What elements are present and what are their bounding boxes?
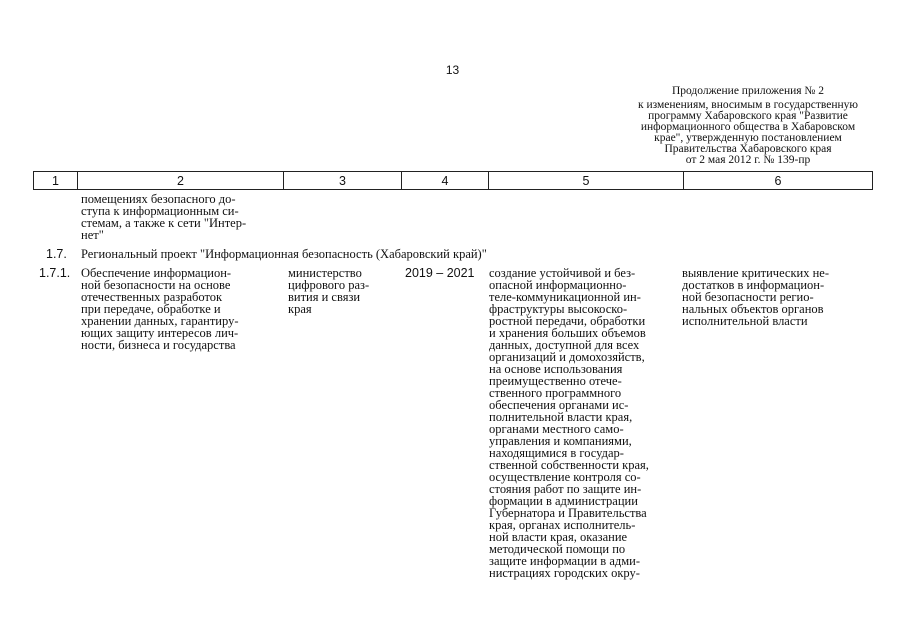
appendix-title: Продолжение приложения № 2 bbox=[671, 85, 825, 97]
appendix-line: к изменениям, вносимым в государственную bbox=[638, 99, 858, 111]
row-number: 1.7.1. bbox=[39, 266, 71, 280]
appendix-line: информационного общества в Хабаровском bbox=[640, 121, 856, 133]
result-line: обеспечения органами ис- bbox=[489, 398, 629, 412]
continuation-line: ступа к информационным си- bbox=[81, 204, 239, 218]
executor-line: вития и связи bbox=[288, 290, 361, 304]
result-line: преимущественно отече- bbox=[489, 374, 622, 388]
result-line: находящимися в государ- bbox=[489, 446, 624, 460]
result-line: данных, доступной для всех bbox=[489, 338, 640, 352]
column-header-3: 3 bbox=[284, 172, 402, 190]
column-header-5: 5 bbox=[489, 172, 684, 190]
result-line: защите информации в адми- bbox=[489, 554, 640, 568]
result-line: ростной передачи, обработки bbox=[489, 314, 646, 328]
executor-line: края bbox=[288, 302, 312, 316]
result-line: ной власти края, оказание bbox=[489, 530, 628, 544]
implementation-period: 2019 – 2021 bbox=[405, 266, 475, 280]
section-title: Региональный проект "Информационная безопасность (Хабаровский край)" bbox=[81, 247, 487, 261]
event-line: отечественных разработок bbox=[81, 290, 223, 304]
table-header-row bbox=[33, 171, 873, 190]
continuation-text bbox=[81, 193, 246, 241]
appendix-lines bbox=[612, 100, 884, 166]
result-line: фраструктуры высокоско- bbox=[489, 302, 628, 316]
result-line: нистрациях городских окру- bbox=[489, 566, 640, 580]
executor-line: министерство bbox=[288, 266, 362, 280]
consequence-line: ной безопасности регио- bbox=[682, 290, 814, 304]
result-line: на основе использования bbox=[489, 362, 623, 376]
consequence-line: достатков в информацион- bbox=[682, 278, 825, 292]
column-header-4: 4 bbox=[402, 172, 489, 190]
result-line: полнительной власти края, bbox=[489, 410, 633, 424]
appendix-header bbox=[612, 86, 884, 166]
result-line: Губернатора и Правительства bbox=[489, 506, 647, 520]
event-line: при передаче, обработке и bbox=[81, 302, 221, 316]
event-description bbox=[81, 267, 238, 351]
continuation-line: стемам, а также к сети "Интер- bbox=[81, 216, 247, 230]
consequence-line: нальных объектов органов bbox=[682, 302, 824, 316]
expected-result bbox=[489, 267, 649, 579]
result-line: органами местного само- bbox=[489, 422, 624, 436]
continuation-line: нет" bbox=[81, 228, 104, 242]
result-line: формации в администрации bbox=[489, 494, 638, 508]
event-line: хранении данных, гарантиру- bbox=[81, 314, 239, 328]
result-line: методической помощи по bbox=[489, 542, 626, 556]
section-number: 1.7. bbox=[46, 247, 67, 261]
result-line: стояния работ по защите ин- bbox=[489, 482, 642, 496]
consequences bbox=[682, 267, 829, 327]
continuation-line: помещениях безопасного до- bbox=[81, 192, 236, 206]
result-line: создание устойчивой и без- bbox=[489, 266, 636, 280]
consequence-line: исполнительной власти bbox=[682, 314, 808, 328]
appendix-line: программу Хабаровского края "Развитие bbox=[648, 110, 848, 122]
appendix-line: Правительства Хабаровского края bbox=[664, 143, 832, 155]
result-line: организаций и домохозяйств, bbox=[489, 350, 645, 364]
column-header-6: 6 bbox=[684, 172, 873, 190]
result-line: края, органах исполнитель- bbox=[489, 518, 636, 532]
appendix-line: крае", утвержденную постановлением bbox=[654, 132, 842, 144]
executor-line: цифрового раз- bbox=[288, 278, 370, 292]
event-line: Обеспечение информацион- bbox=[81, 266, 232, 280]
event-line: ности, бизнеса и государства bbox=[81, 338, 236, 352]
result-line: ственной собственности края, bbox=[489, 458, 649, 472]
executor bbox=[288, 267, 369, 315]
result-line: управления и компаниями, bbox=[489, 434, 632, 448]
event-line: ной безопасности на основе bbox=[81, 278, 231, 292]
consequence-line: выявление критических не- bbox=[682, 266, 830, 280]
column-header-1: 1 bbox=[34, 172, 78, 190]
result-line: теле-коммуникационной ин- bbox=[489, 290, 641, 304]
result-line: осуществление контроля со- bbox=[489, 470, 641, 484]
result-line: опасной информационно- bbox=[489, 278, 627, 292]
event-line: ющих защиту интересов лич- bbox=[81, 326, 239, 340]
page-number: 13 bbox=[445, 63, 460, 77]
result-line: и хранения больших объемов bbox=[489, 326, 646, 340]
result-line: ственного программного bbox=[489, 386, 622, 400]
appendix-line: от 2 мая 2012 г. № 139-пр bbox=[685, 154, 811, 166]
column-header-2: 2 bbox=[78, 172, 284, 190]
